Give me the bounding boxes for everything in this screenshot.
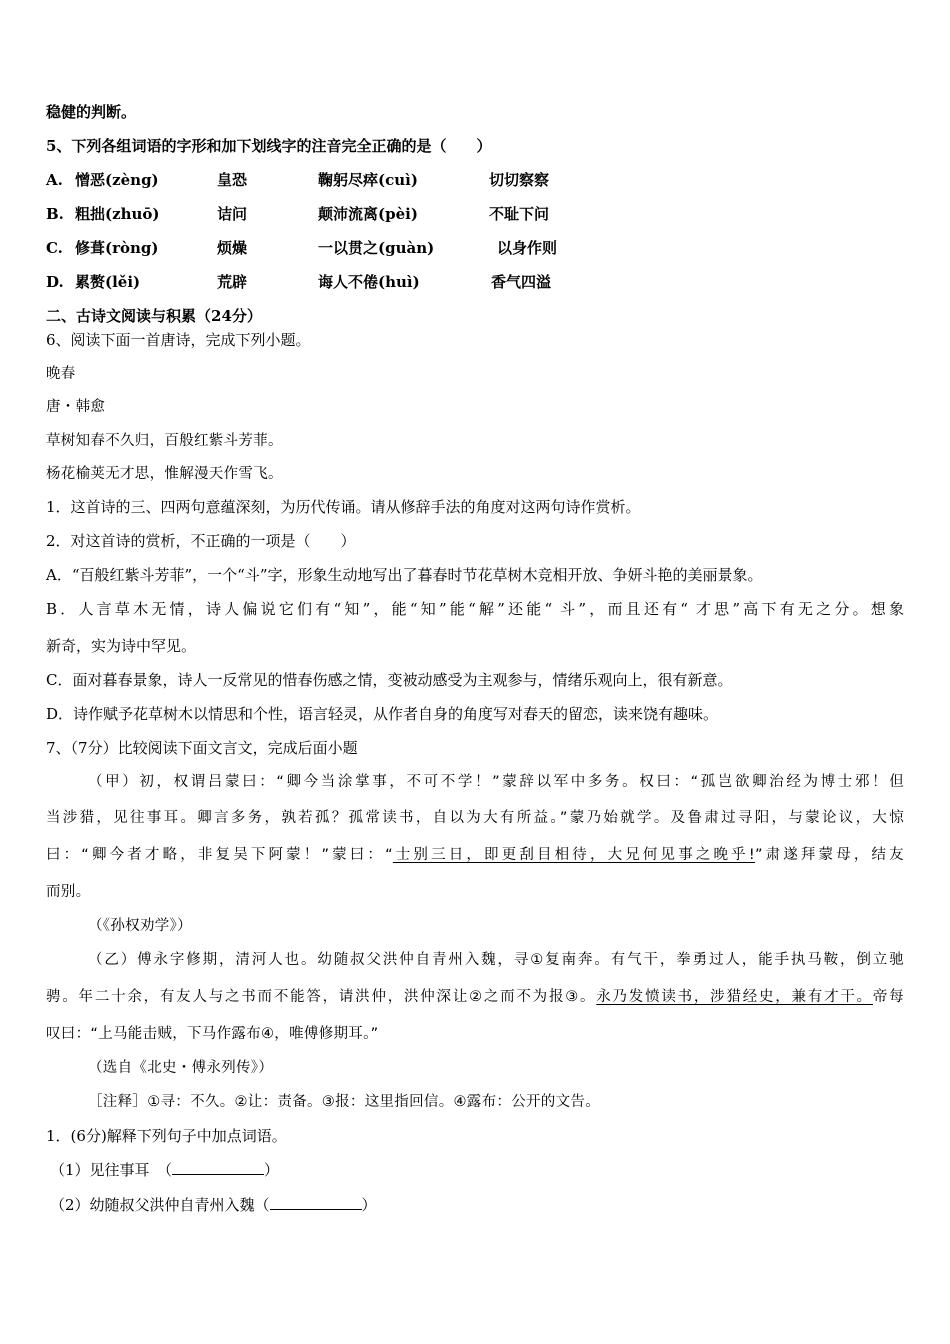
passage-jia-line: 曰：“卿今者才略，非复吴下阿蒙！”蒙曰：“士别三日，即更刮目相待，大兄何见事之晚乎!”肃遂拜蒙母，结友 — [46, 847, 904, 863]
poem-line: 杨花榆荚无才思，惟解漫天作雪飞。 — [46, 466, 283, 482]
section-heading: 二、古诗文阅读与积累（24分） — [46, 307, 262, 325]
option-label: B. — [46, 205, 64, 223]
underlined-sentence: 士别三日，即更刮目相待，大兄何见事之晚乎! — [392, 847, 755, 863]
passage-yi-line: 叹曰：“上马能击贼，下马作露布④，唯傅修期耳。” — [46, 1026, 379, 1042]
option-word: 香气四溢 — [491, 273, 552, 291]
q7-item-2: （2）幼随叔父洪仲自青州入魏（ ） — [50, 1196, 377, 1214]
option-word: 切切察察 — [489, 171, 550, 189]
poem-title: 晚春 — [46, 366, 76, 382]
option-word: 荒辟 — [217, 273, 248, 291]
option-word: 粗拙(zhuō) — [75, 205, 160, 223]
option-label: A. — [46, 171, 63, 189]
answer-blank[interactable] — [270, 1195, 362, 1210]
option-word: 憎恶(zèng) — [75, 171, 159, 189]
passage-yi-line: 骋。年二十余，有友人与之书而不能答，请洪仲，洪仲深让②之而不为报③。永乃发愤读书，涉猎经史，兼有才干。帝每 — [46, 989, 904, 1005]
passage-jia-line: 当涉猎，见往事耳。卿言多务，孰若孤？孤常读书，自以为大有所益。”蒙乃始就学。及鲁肃过寻阳，与蒙论议，大惊 — [46, 810, 904, 826]
passage-jia-line: （甲）初，权谓吕蒙曰：“卿今当涂掌事，不可不学！”蒙辞以军中多务。权曰：“孤岂欲卿治经为博士邪！但 — [88, 774, 904, 790]
option-word: 诲人不倦(huì) — [318, 273, 420, 291]
passage-yi-source: （选自《北史・傅永列传》） — [88, 1060, 274, 1076]
option-word: 鞠躬尽瘁(cuì) — [318, 171, 418, 189]
passage-jia-source: （《孙权劝学》） — [88, 918, 192, 934]
q7-item-1: （1）见往事耳 （ ） — [50, 1161, 280, 1179]
option-word: 皇恐 — [217, 171, 248, 189]
underlined-sentence: 永乃发愤读书，涉猎经史，兼有才干。 — [596, 989, 873, 1005]
passage-jia-line: 而别。 — [46, 884, 91, 900]
q6-stem: 6、阅读下面一首唐诗，完成下列小题。 — [46, 331, 311, 349]
q6-option-a: A．“百般红紫斗芳菲”，一个“斗”字，形象生动地写出了暮春时节花草树木竞相开放、争妍斗艳的美丽景象。 — [46, 566, 763, 584]
q6-option-b: B．人言草木无情，诗人偏说它们有“知”，能“知”能“解”还能“ 斗”，而且还有“ 才思”高下有无之分。想象 — [46, 600, 904, 618]
q6-option-c: C．面对暮春景象，诗人一反常见的惜春伤感之情，变被动感受为主观参与，情绪乐观向上，很有新意。 — [46, 671, 733, 689]
q7-stem: 7、（7分）比较阅读下面文言文，完成后面小题 — [46, 739, 358, 757]
poem-author: 唐・韩愈 — [46, 399, 106, 415]
poem-line: 草树知春不久归，百般红紫斗芳菲。 — [46, 433, 283, 449]
option-label: D. — [46, 273, 64, 291]
q6-option-b-cont: 新奇，实为诗中罕见。 — [46, 637, 197, 655]
option-word: 不耻下问 — [489, 205, 550, 223]
option-word: 烦燥 — [217, 239, 248, 257]
q6-sub2: 2．对这首诗的赏析，不正确的一项是（ ） — [46, 532, 356, 550]
option-word: 累赘(lěi) — [75, 273, 141, 291]
option-word: 诘问 — [217, 205, 248, 223]
option-word: 一以贯之(guàn) — [318, 239, 435, 257]
passage-yi-line: （乙）傅永字修期，清河人也。幼随叔父洪仲自青州入魏，寻①复南奔。有气干，拳勇过人，能手执马鞍，倒立驰 — [88, 952, 904, 968]
answer-blank[interactable] — [172, 1160, 264, 1175]
option-word: 以身作则 — [497, 239, 558, 257]
option-word: 颠沛流离(pèi) — [318, 205, 418, 223]
q6-option-d: D．诗作赋予花草树木以情思和个性，语言轻灵，从作者自身的角度写对春天的留恋，读来饶有趣味。 — [46, 705, 719, 723]
q4-tail: 稳健的判断。 — [46, 103, 137, 121]
q6-sub1: 1．这首诗的三、四两句意蕴深刻，为历代传诵。请从修辞手法的角度对这两句诗作赏析。 — [46, 498, 641, 516]
option-label: C. — [46, 239, 63, 257]
q5-stem: 5、下列各组词语的字形和加下划线字的注音完全正确的是（ ） — [46, 137, 492, 155]
q7-sub1: 1．(6分)解释下列句子中加点词语。 — [46, 1127, 287, 1145]
annotation-note: ［注释］①寻：不久。②让：责备。③报：这里指回信。④露布：公开的文告。 — [88, 1094, 600, 1110]
option-word: 修葺(ròng) — [75, 239, 159, 257]
